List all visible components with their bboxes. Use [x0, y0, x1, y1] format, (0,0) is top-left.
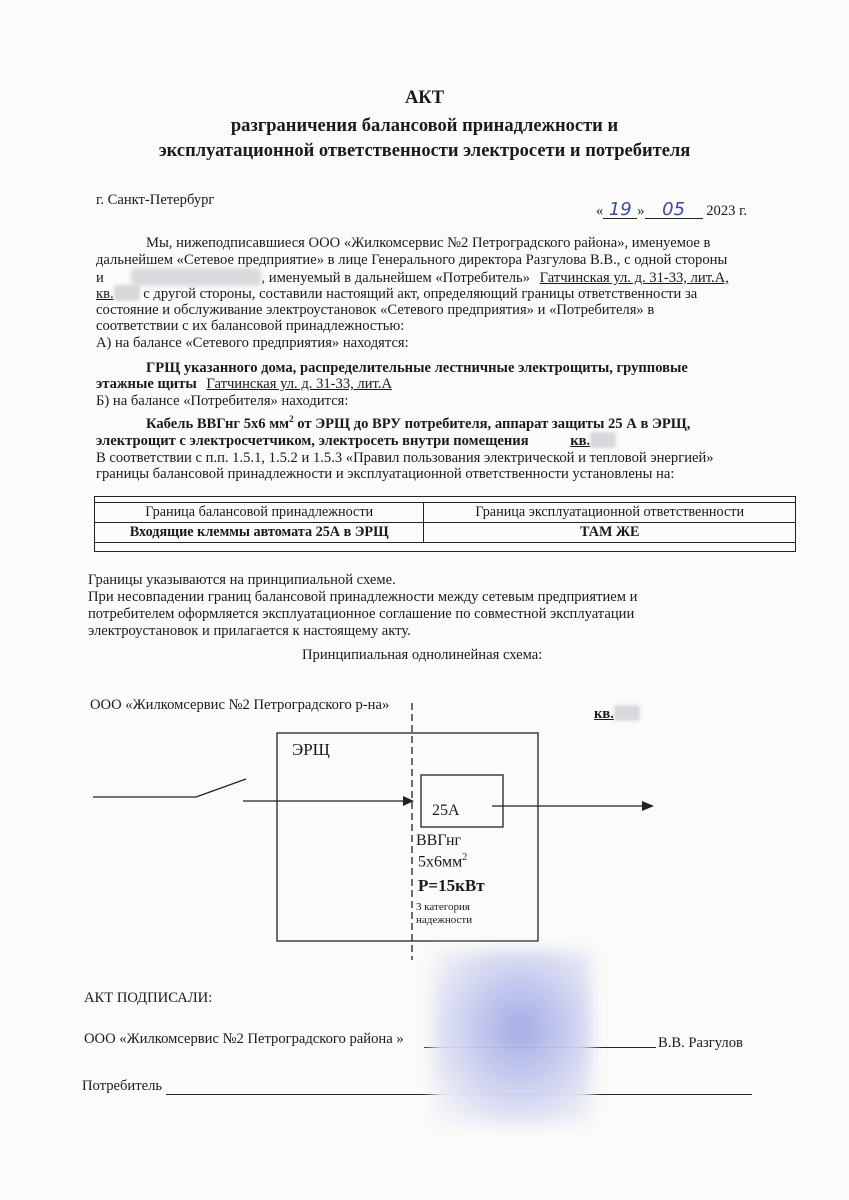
place: г. Санкт-Петербург — [96, 192, 215, 208]
breaker-label: 25А — [432, 802, 460, 819]
body-line-4: кв. с другой стороны, составили настоящий акт, определяющий границы ответственности за — [96, 286, 698, 302]
redacted-stamp — [432, 950, 592, 1125]
note-4: электроустановок и прилагается к настоящему акту. — [88, 623, 411, 639]
signatures-heading: АКТ ПОДПИСАЛИ: — [84, 990, 213, 1006]
org-signature-label: ООО «Жилкомсервис №2 Петроградского района » — [84, 1031, 404, 1047]
date-month: 05 — [645, 202, 703, 219]
section-b: Б) на балансе «Потребителя» находится: — [96, 393, 349, 409]
section-b-bold-1: Кабель ВВГнг 5х6 $мм^2$ от ЭРЩ до ВРУ потребителя, аппарат защиты 25 А в ЭРЩ, — [146, 414, 691, 432]
table-cell: ТАМ ЖЕ — [424, 523, 796, 543]
note-3: потребителем оформляется эксплуатационное соглашение по совместной эксплуатации — [88, 606, 635, 622]
section-b-bold-2: электрощит с электросчетчиком, электросеть внутри помещения кв. — [96, 432, 616, 450]
category-line-1: 3 категория — [416, 901, 470, 913]
panel-box — [277, 733, 538, 941]
power-label: Р=15кВт — [418, 876, 485, 895]
scheme-title: Принципиальная однолинейная схема: — [302, 647, 543, 663]
section-a-bold-2: этажные щиты Гатчинская ул. д. 31-33, лит.А — [96, 376, 392, 392]
doc-subtitle-1: разграничения балансовой принадлежности и — [230, 116, 619, 136]
director-name: В.В. Разгулов — [658, 1035, 743, 1051]
table-cell: Входящие клеммы автомата 25А в ЭРЩ — [95, 523, 424, 543]
cable-section: $5х6мм^2$ — [418, 852, 468, 871]
rules-line-1: В соответствии с п.п. 1.5.1, 1.5.2 и 1.5.3 «Правил пользования электрической и тепловой энергией» — [96, 450, 714, 466]
scheme-network-label: ООО «Жилкомсервис №2 Петроградского р-на» — [90, 697, 390, 713]
body-line-6: соответствии с их балансовой принадлежностью: — [96, 318, 405, 334]
date-close-quote: » — [637, 203, 645, 219]
category-line-2: надежности — [416, 914, 473, 926]
body-line-1: Мы, нижеподписавшиеся ООО «Жилкомсервис №2 Петроградского района», именуемое в — [146, 235, 711, 251]
switch-blade — [196, 779, 246, 797]
consumer-address: Гатчинская ул. д. 31-33, лит.А, — [539, 270, 729, 286]
scheme-apartment-label: кв. — [594, 705, 640, 723]
cable-label: ВВГнг — [416, 832, 462, 849]
table-header-cell: Граница балансовой принадлежности — [95, 503, 424, 523]
body-line-2: дальнейшем «Сетевое предприятие» в лице Генерального директора Разгулова В.В., с одной стороны — [96, 252, 728, 268]
note-2: При несовпадении границ балансовой принадлежности между сетевым предприятием и — [88, 589, 638, 605]
panel-label: ЭРЩ — [292, 740, 330, 759]
building-address: Гатчинская ул. д. 31-33, лит.А — [206, 376, 392, 392]
rules-line-2: границы балансовой принадлежности и эксплуатационной ответственности установлены на: — [96, 466, 675, 482]
date-year: 2023 г. — [706, 203, 748, 219]
note-1: Границы указываются на принципиальной схеме. — [88, 572, 396, 588]
table-header-cell: Граница эксплуатационной ответственности — [424, 503, 796, 523]
section-a: А) на балансе «Сетевого предприятия» находятся: — [96, 335, 409, 351]
consumer-signature-label: Потребитель — [82, 1078, 163, 1094]
body-line-3: и , именуемый в дальнейшем «Потребитель» Гатчинская ул. д. 31-33, лит.А, — [96, 270, 729, 286]
section-a-bold-1: ГРЩ указанного дома, распределительные лестничные электрощиты, групповые — [146, 360, 688, 376]
body-line-5: состояние и обслуживание электроустановок «Сетевого предприятия» и «Потребителя» в — [96, 302, 655, 318]
outgoing-arrow — [642, 801, 654, 811]
date-open-quote: « — [596, 203, 604, 219]
doc-subtitle-2: эксплуатационной ответственности электросети и потребителя — [158, 141, 691, 161]
doc-title: АКТ — [404, 88, 445, 108]
date-day: 19 — [603, 202, 637, 219]
